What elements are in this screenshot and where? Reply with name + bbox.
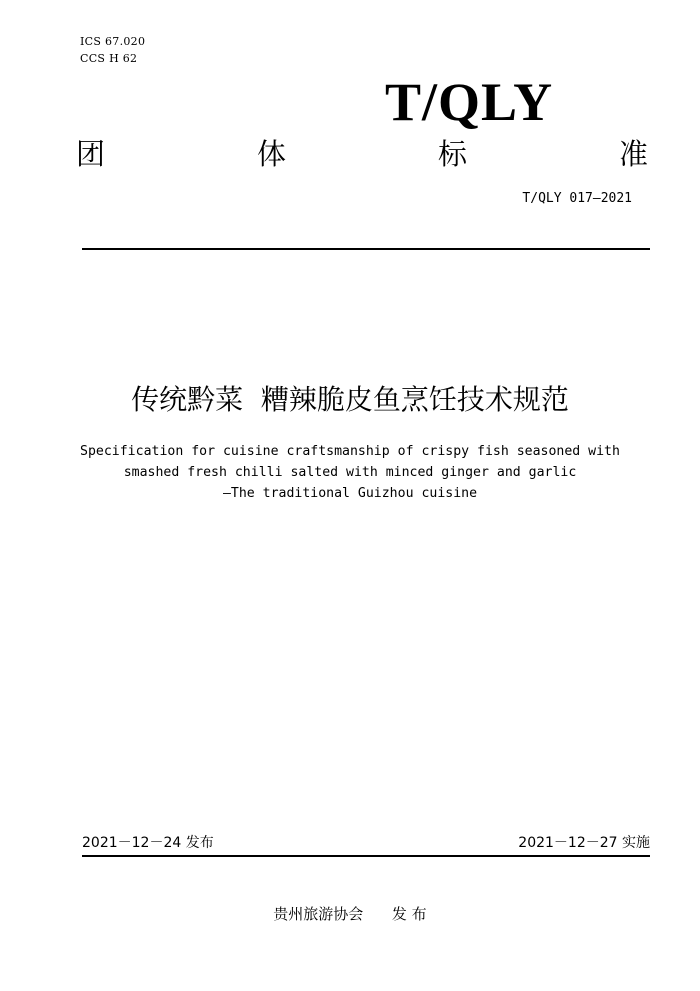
bottom-divider [82,855,650,857]
title-english-line: smashed fresh chilli salted with minced ginger and garlic [123,465,577,480]
title-english-line: —The traditional Guizhou cuisine [222,486,478,501]
title-english-line: Specification for cuisine craftsmanship of crispy fish seasoned with [80,444,620,459]
title-chinese: 传统黔菜 糟辣脆皮鱼烹饪技术规范 [131,383,569,416]
standard-logo: T/QLY [385,72,554,132]
implementation-date: 2021－12－27 实施 [518,835,650,851]
standard-type-heading [76,134,648,174]
issue-date: 2021－12－24 发布 [82,835,214,851]
top-divider [82,248,650,250]
standard-type-char: 准 [618,137,648,171]
standard-type-char: 体 [256,137,286,171]
ics-code: ICS 67.020 [80,35,146,48]
publisher: 贵州旅游协会 发 布 [273,905,427,923]
ccs-code: CCS H 62 [80,52,138,65]
standard-type-char: 标 [437,137,467,171]
standard-type-char: 团 [76,137,106,171]
standard-number: T/QLY 017—2021 [522,191,632,206]
title-english [0,441,700,504]
